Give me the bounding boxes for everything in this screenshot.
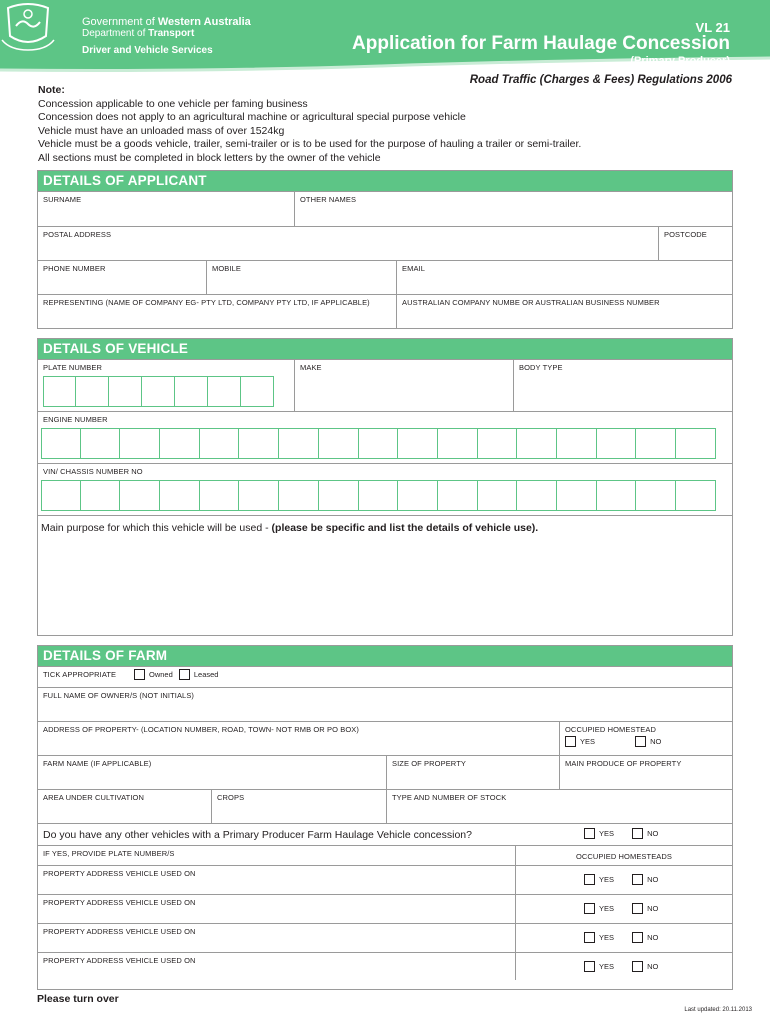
homestead-2-no-label: NO	[647, 904, 659, 913]
plate-number-boxes[interactable]	[43, 376, 274, 407]
leased-label: Leased	[193, 670, 219, 679]
other-names-label: OTHER NAMES	[300, 195, 357, 204]
other-vehicles-question-row	[38, 824, 732, 845]
stock-label: TYPE AND NUMBER OF STOCK	[392, 793, 507, 802]
other-vehicles-yes-checkbox[interactable]	[584, 828, 595, 839]
homestead-4-no-checkbox[interactable]	[632, 961, 643, 972]
homestead-1-no-checkbox[interactable]	[632, 874, 643, 885]
note-line: Vehicle must be a goods vehicle, trailer, semi-trailer or is to be used for the purpose of hauling a trailer or semi-trailer.	[38, 138, 582, 150]
phone-label: PHONE NUMBER	[43, 264, 106, 273]
stock-field[interactable]	[386, 790, 732, 823]
property-address-vehicle-field[interactable]	[38, 953, 515, 980]
other-vehicles-question: Do you have any other vehicles with a Primary Producer Farm Haulage Vehicle concession?	[43, 829, 472, 841]
note-line: All sections must be completed in block letters by the owner of the vehicle	[38, 151, 381, 164]
government-label: Government of Western Australia	[82, 16, 251, 28]
mobile-field[interactable]	[206, 261, 396, 294]
postal-address-label: POSTAL ADDRESS	[43, 230, 112, 239]
vehicle-purpose-instruction: (please be specific and list the details of vehicle use).	[271, 522, 539, 534]
occupied-homestead-label: OCCUPIED HOMESTEAD	[565, 725, 656, 734]
note-line: Concession does not apply to an agricultural machine or agricultural special purpose vehicle	[38, 111, 466, 123]
property-address-vehicle-label: PROPERTY ADDRESS VEHICLE USED ON	[43, 956, 196, 965]
property-address-vehicle-label: PROPERTY ADDRESS VEHICLE USED ON	[43, 898, 196, 907]
farm-heading: DETAILS OF FARM	[38, 646, 732, 666]
vehicle-heading: DETAILS OF VEHICLE	[38, 339, 732, 359]
owned-label: Owned	[149, 670, 173, 679]
notes-block	[38, 84, 738, 165]
owner-names-field[interactable]	[38, 688, 732, 721]
occupied-homestead-field	[559, 722, 732, 755]
applicant-section	[37, 170, 733, 329]
notes-title: Note:	[38, 84, 65, 96]
homestead-3-yes-label: YES	[599, 933, 615, 942]
applicant-heading: DETAILS OF APPLICANT	[38, 171, 732, 191]
homestead-2-yes-label: YES	[599, 904, 615, 913]
postcode-field[interactable]	[658, 227, 732, 260]
email-label: EMAIL	[402, 264, 426, 273]
other-vehicles-yes-label: YES	[599, 829, 615, 838]
leased-checkbox[interactable]	[179, 669, 190, 680]
tick-appropriate-label: TICK APPROPRIATE	[43, 670, 117, 679]
property-address-vehicle-label: PROPERTY ADDRESS VEHICLE USED ON	[43, 927, 196, 936]
farm-name-label: FARM NAME (IF APPLICABLE)	[43, 759, 152, 768]
department-label: Department of Transport	[82, 28, 195, 39]
vin-boxes[interactable]	[41, 480, 716, 511]
other-names-field[interactable]	[294, 192, 732, 226]
homestead-2-no-checkbox[interactable]	[632, 903, 643, 914]
mobile-label: MOBILE	[212, 264, 241, 273]
homestead-no-label: NO	[650, 737, 662, 746]
homestead-choice	[515, 895, 732, 923]
homestead-4-no-label: NO	[647, 962, 659, 971]
property-address-vehicle-field[interactable]	[38, 866, 515, 894]
property-size-label: SIZE OF PROPERTY	[392, 759, 466, 768]
homestead-4-yes-label: YES	[599, 962, 615, 971]
form-subtitle: (Primary Producer)	[630, 55, 730, 67]
other-vehicles-no-label: NO	[647, 829, 659, 838]
homestead-yes-label: YES	[580, 737, 596, 746]
occupied-homesteads-header	[515, 846, 732, 865]
plate-numbers-field[interactable]	[38, 846, 515, 865]
abn-field[interactable]	[396, 295, 732, 328]
homestead-3-no-checkbox[interactable]	[632, 932, 643, 943]
engine-number-field[interactable]	[38, 412, 732, 463]
homestead-1-yes-label: YES	[599, 875, 615, 884]
page-header	[0, 0, 770, 78]
homestead-choice	[515, 924, 732, 952]
surname-label: SURNAME	[43, 195, 82, 204]
make-field[interactable]	[294, 360, 513, 411]
last-updated: Last updated: 20.11.2013	[684, 1007, 752, 1013]
area-cultivation-field[interactable]	[38, 790, 211, 823]
crops-field[interactable]	[211, 790, 386, 823]
engine-number-boxes[interactable]	[41, 428, 716, 459]
vehicle-purpose-label: Main purpose for which this vehicle will be used -	[41, 522, 272, 534]
property-address-vehicle-label: PROPERTY ADDRESS VEHICLE USED ON	[43, 869, 196, 878]
owner-names-label: FULL NAME OF OWNER/S (NOT INITIALS)	[43, 691, 195, 700]
body-type-field[interactable]	[513, 360, 732, 411]
vehicle-purpose-field[interactable]	[38, 516, 732, 635]
occupied-homesteads-label: OCCUPIED HOMESTEADS	[575, 852, 673, 861]
form-title: Application for Farm Haulage Concession	[352, 33, 730, 54]
property-address-field[interactable]	[38, 722, 559, 755]
homestead-no-checkbox[interactable]	[635, 736, 646, 747]
homestead-1-yes-checkbox[interactable]	[584, 874, 595, 885]
main-produce-label: MAIN PRODUCE OF PROPERTY	[565, 759, 682, 768]
note-line: Concession applicable to one vehicle per faming business	[38, 97, 308, 110]
homestead-4-yes-checkbox[interactable]	[584, 961, 595, 972]
crops-label: CROPS	[217, 793, 245, 802]
plate-number-label: PLATE NUMBER	[43, 363, 102, 372]
abn-label: AUSTRALIAN COMPANY NUMBE OR AUSTRALIAN BUSINESS NUMBER	[402, 298, 660, 307]
homestead-3-yes-checkbox[interactable]	[584, 932, 595, 943]
wa-crest-icon	[0, 0, 56, 52]
representing-label: REPRESENTING (NAME OF COMPANY EG- PTY LTD, COMPANY PTY LTD, IF APPLICABLE)	[43, 298, 370, 307]
area-cultivation-label: AREA UNDER CULTIVATION	[43, 793, 144, 802]
vin-field[interactable]	[38, 464, 732, 515]
homestead-1-no-label: NO	[647, 875, 659, 884]
note-line: Vehicle must have an unloaded mass of over 1524kg	[38, 124, 285, 137]
homestead-yes-checkbox[interactable]	[565, 736, 576, 747]
homestead-choice	[515, 953, 732, 980]
main-produce-field[interactable]	[559, 756, 732, 789]
vehicle-section	[37, 338, 733, 636]
other-vehicles-no-checkbox[interactable]	[632, 828, 643, 839]
property-address-vehicle-field[interactable]	[38, 924, 515, 952]
phone-field[interactable]	[38, 261, 206, 294]
please-turn-over: Please turn over	[37, 993, 119, 1005]
division-label: Driver and Vehicle Services	[82, 45, 213, 56]
property-size-field[interactable]	[386, 756, 559, 789]
make-label: MAKE	[300, 363, 322, 372]
property-address-vehicle-field[interactable]	[38, 895, 515, 923]
engine-number-label: ENGINE NUMBER	[43, 415, 108, 424]
property-address-label: ADDRESS OF PROPERTY- (LOCATION NUMBER, ROAD, TOWN- NOT RMB OR PO BOX)	[43, 725, 359, 734]
plate-numbers-label: IF YES, PROVIDE PLATE NUMBER/S	[43, 849, 175, 858]
owned-checkbox[interactable]	[134, 669, 145, 680]
homestead-choice	[515, 866, 732, 894]
surname-field[interactable]	[38, 192, 294, 226]
farm-name-field[interactable]	[38, 756, 386, 789]
homestead-2-yes-checkbox[interactable]	[584, 903, 595, 914]
postal-address-field[interactable]	[38, 227, 658, 260]
postcode-label: POSTCODE	[664, 230, 707, 239]
form-code: VL 21	[695, 20, 730, 35]
regulations-reference: Road Traffic (Charges & Fees) Regulations 2006	[469, 74, 732, 86]
representing-field[interactable]	[38, 295, 396, 328]
homestead-3-no-label: NO	[647, 933, 659, 942]
farm-section	[37, 645, 733, 990]
vin-label: VIN/ CHASSIS NUMBER NO	[43, 467, 143, 476]
body-type-label: BODY TYPE	[519, 363, 563, 372]
plate-number-field[interactable]	[38, 360, 294, 411]
email-field[interactable]	[396, 261, 732, 294]
tick-appropriate-row	[38, 667, 732, 687]
